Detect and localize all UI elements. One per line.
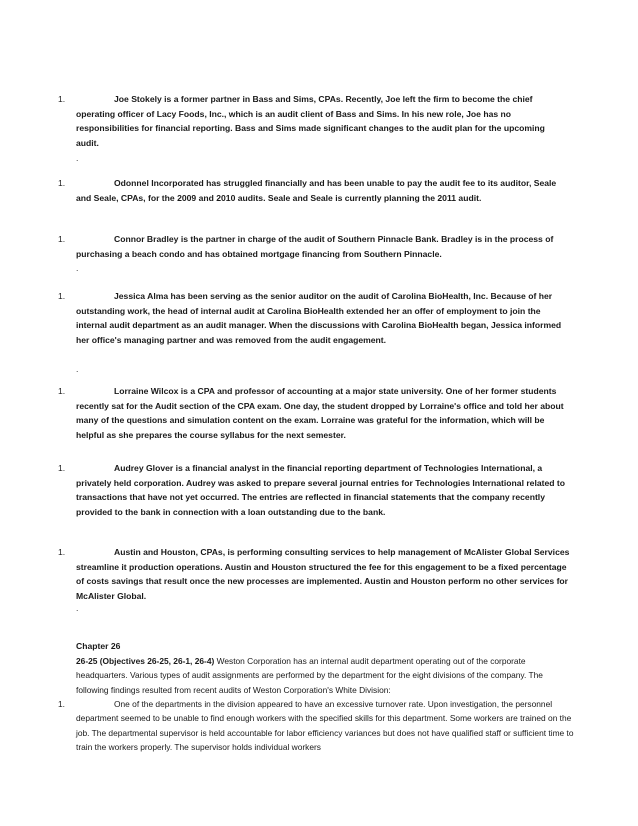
item-number: 1. [58, 234, 66, 244]
item-number: 1. [58, 547, 66, 557]
finding-number: 1. [58, 699, 65, 709]
item-text [76, 384, 570, 442]
item-number: 1. [58, 463, 66, 473]
case-intro-text: Weston Corporation has an internal audit department operating out of the corporate headquarters. Various types of audit assignments are performed by the department for the eight divisions of the company. The following findings resulted from recent audits of Weston Corporation's White Division: [76, 656, 543, 695]
item-dot: . [76, 153, 79, 163]
item-paragraph: Joe Stokely is a former partner in Bass and Sims, CPAs. Recently, Joe left the firm to become the chief operating officer of Lacy Foods, Inc., which is an audit client of Bass and Sims. In his new role, Joe has no responsibilities for financial reporting. Bass and Sims made significant changes to the audit plan for the upcoming audit. [76, 94, 545, 148]
item-paragraph: Odonnel Incorporated has struggled financially and has been unable to pay the audit fee to its auditor, Seale and Seale, CPAs, for the 2009 and 2010 audits. Seale and Seale is currently planning the 2011 audit. [76, 178, 557, 203]
item-dot: . [76, 603, 79, 613]
item-paragraph: Lorraine Wilcox is a CPA and professor of accounting at a major state university. One of her former students recently sat for the Audit section of the CPA exam. One day, the student dropped by Lorraine's office and told her about many of the questions and simulation content on the exam. Lorraine was grateful for the information, which will be helpful as she prepares the course syllabus for the next semester. [76, 386, 564, 440]
case-intro [76, 654, 576, 697]
item-number: 1. [58, 386, 66, 396]
item-text [76, 92, 570, 150]
item-number: 1. [58, 291, 66, 301]
finding-paragraph: One of the departments in the division appeared to have an excessive turnover rate. Upon investigation, the personnel department seemed to be unable to find enough workers with the specified skills for this department. Some workers are trained on the job. The departmental supervisor is held accountable for labor efficiency variances but does not have qualified staff or sufficient time to train the workers properly. The supervisor holds individual workers [76, 699, 574, 753]
chapter-heading: Chapter 26 [76, 641, 121, 651]
finding-text [76, 697, 576, 755]
item-text [76, 232, 570, 261]
item-dot: . [76, 364, 79, 374]
item-number: 1. [58, 178, 66, 188]
item-paragraph: Connor Bradley is the partner in charge of the audit of Southern Pinnacle Bank. Bradley is in the process of purchasing a beach condo and has obtained mortgage financing from Southern Pinnacle. [76, 234, 554, 259]
item-paragraph: Austin and Houston, CPAs, is performing consulting services to help management of McAlister Global Services streamline it production operations. Austin and Houston structured the fee for this engagement to be a fixed percentage of costs savings that result once the new processes are implemented. Austin and Houston perform no other services for McAlister Global. [76, 547, 570, 601]
item-dot: . [76, 263, 79, 273]
item-text [76, 176, 570, 205]
item-paragraph: Jessica Alma has been serving as the senior auditor on the audit of Carolina BioHealth, Inc. Because of her outstanding work, the head of internal audit at Carolina BioHealth extended her an offer of employment to join the internal audit department as an audit manager. When the discussions with Carolina BioHealth began, Jessica informed her office's managing partner and was removed from the audit engagement. [76, 291, 562, 345]
item-text [76, 461, 570, 519]
item-number: 1. [58, 94, 66, 104]
item-paragraph: Audrey Glover is a financial analyst in the financial reporting department of Technologies International, a privately held corporation. Audrey was asked to prepare several journal entries for Technologies International related to transactions that have not yet occurred. The entries are reflected in financial statements that the company recently provided to the bank in connection with a loan outstanding due to the bank. [76, 463, 566, 517]
item-text [76, 545, 570, 603]
case-heading: 26-25 (Objectives 26-25, 26-1, 26-4) [76, 656, 215, 666]
item-text [76, 289, 570, 347]
